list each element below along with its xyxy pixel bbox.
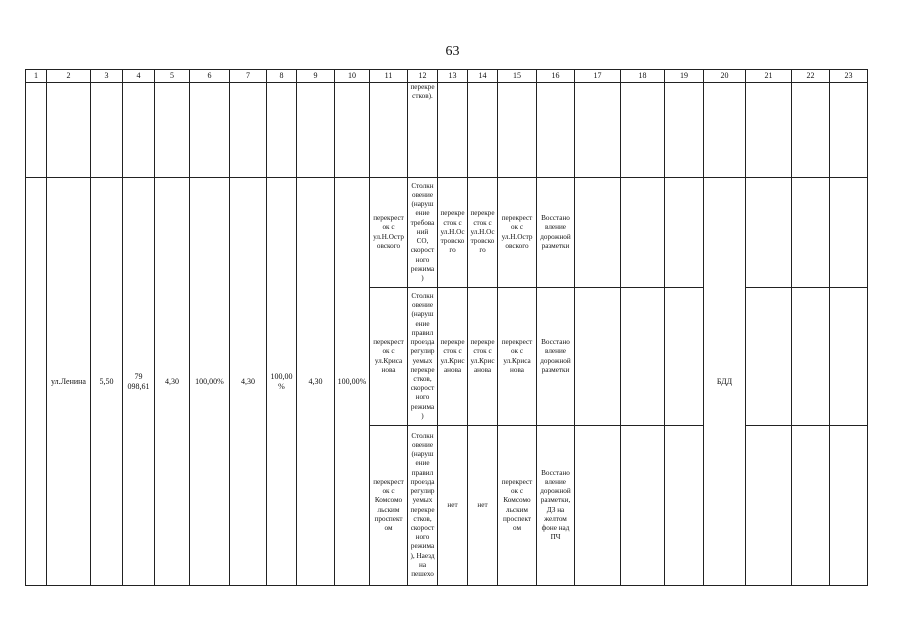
table-cell: перекрест ок с ул.Н.Остр овского <box>498 178 537 288</box>
col-header: 8 <box>267 70 297 83</box>
table-cell <box>746 426 792 586</box>
col-header: 23 <box>830 70 868 83</box>
col-header: 20 <box>704 70 746 83</box>
table-cell: нет <box>468 426 498 586</box>
table-cell <box>621 288 665 426</box>
col-header: 17 <box>575 70 621 83</box>
table-cell <box>792 288 830 426</box>
col-header: 16 <box>537 70 575 83</box>
table-cell: Восстано вление дорожной разметки <box>537 288 575 426</box>
table-cell <box>575 178 621 288</box>
table-cell <box>26 178 47 586</box>
incident-type-text: перекре стков). <box>410 83 435 101</box>
col-header: 6 <box>190 70 230 83</box>
table-cell <box>621 178 665 288</box>
table-cell <box>498 83 537 178</box>
table-cell: 5,50 <box>91 178 123 586</box>
table-cell: 4,30 <box>230 178 267 586</box>
col-header: 7 <box>230 70 267 83</box>
table-cell: перекре сток с ул.Крис анова <box>468 288 498 426</box>
table-cell <box>792 178 830 288</box>
col-header: 2 <box>47 70 91 83</box>
col-header: 4 <box>123 70 155 83</box>
table-cell <box>830 288 868 426</box>
table-cell: БДД <box>704 178 746 586</box>
table-cell: 4,30 <box>297 178 335 586</box>
table-cell <box>468 83 498 178</box>
street-name: ул.Ленина <box>47 178 91 586</box>
table-cell: перекрест ок с ул.Криса нова <box>498 288 537 426</box>
table-cell <box>438 83 468 178</box>
table-cell <box>746 178 792 288</box>
table-cell <box>665 426 704 586</box>
table-cell <box>230 83 267 178</box>
table-cell <box>830 178 868 288</box>
table-cell <box>190 83 230 178</box>
data-table <box>25 69 868 586</box>
table-cell: Восстано вление дорожной разметки, ДЗ на желтом фоне над ПЧ <box>537 426 575 586</box>
table-cell <box>91 83 123 178</box>
table-cell <box>704 83 746 178</box>
col-header: 19 <box>665 70 704 83</box>
table-cell: перекре сток с ул.Крис анова <box>438 288 468 426</box>
table-cell <box>267 83 297 178</box>
table-cell <box>408 83 438 178</box>
table-cell: перекрест ок с ул.Криса нова <box>370 288 408 426</box>
table-cell: нет <box>438 426 468 586</box>
column-number-row <box>26 70 868 83</box>
col-header: 9 <box>297 70 335 83</box>
table-cell <box>47 83 91 178</box>
table-cell <box>746 288 792 426</box>
table-cell: Столкн овение (наруш ение требова ний СО, скорост ного режима ) <box>408 178 438 288</box>
table-cell: 79 098,61 <box>123 178 155 586</box>
table-cell <box>297 83 335 178</box>
table-cell: 100,00% <box>190 178 230 586</box>
col-header: 10 <box>335 70 370 83</box>
table-cell <box>830 426 868 586</box>
table-cell <box>575 83 621 178</box>
table-cell <box>665 288 704 426</box>
table-cell <box>123 83 155 178</box>
table-cell <box>830 83 868 178</box>
col-header: 13 <box>438 70 468 83</box>
table-cell: Восстано вление дорожной разметки <box>537 178 575 288</box>
table-cell: перекре сток с ул.Н.Ос тровско го <box>468 178 498 288</box>
col-header: 14 <box>468 70 498 83</box>
table-cell: 100,00% <box>335 178 370 586</box>
col-header: 18 <box>621 70 665 83</box>
page-number: 63 <box>445 44 460 59</box>
table-cell <box>665 178 704 288</box>
table-cell <box>621 83 665 178</box>
table-cell <box>792 426 830 586</box>
table-cell <box>665 83 704 178</box>
col-header: 21 <box>746 70 792 83</box>
col-header: 1 <box>26 70 47 83</box>
table-cell <box>26 83 47 178</box>
col-header: 3 <box>91 70 123 83</box>
table-cell <box>575 288 621 426</box>
table-cell <box>155 83 190 178</box>
table-cell <box>537 83 575 178</box>
col-header: 5 <box>155 70 190 83</box>
table-cell: Столкн овение (наруш ение правил проезда регулир уемых перекре стков, скорост ного режима ), Наезд на пешехо <box>408 426 438 586</box>
col-header: 11 <box>370 70 408 83</box>
table-cell <box>575 426 621 586</box>
col-header: 12 <box>408 70 438 83</box>
table-cell: перекрест ок с ул.Н.Остр овского <box>370 178 408 288</box>
col-header: 22 <box>792 70 830 83</box>
table-row <box>26 178 868 288</box>
table-cell <box>335 83 370 178</box>
table-cell: 100,00 % <box>267 178 297 586</box>
table-cell: перекре сток с ул.Н.Ос тровско го <box>438 178 468 288</box>
table-cell <box>621 426 665 586</box>
col-header: 15 <box>498 70 537 83</box>
table-cell <box>792 83 830 178</box>
table-cell <box>370 83 408 178</box>
continuation-row <box>26 83 868 178</box>
table-cell: перекрест ок с Комсомо льским проспект ом <box>370 426 408 586</box>
table-cell: 4,30 <box>155 178 190 586</box>
table-cell: Столкн овение (наруш ение правил проезда регулир уемых перекре стков, скорост ного режима ) <box>408 288 438 426</box>
table-cell <box>746 83 792 178</box>
table-cell: перекрест ок с Комсомо льским проспект ом <box>498 426 537 586</box>
